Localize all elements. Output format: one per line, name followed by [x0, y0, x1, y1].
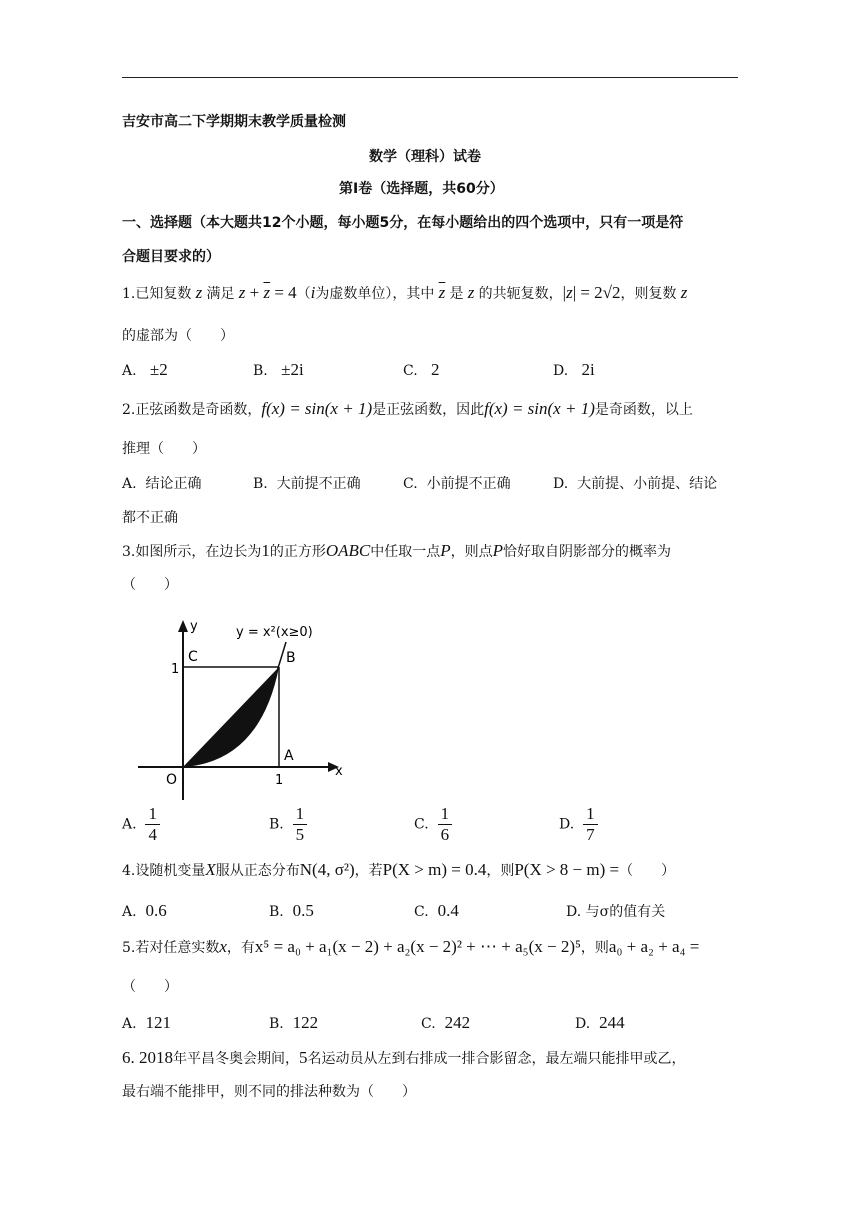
- q3-option-c[interactable]: C. $\frac{1}{6}$: [414, 804, 452, 845]
- point-o-label: O: [166, 772, 178, 788]
- q1-prefix: 1.已知复数: [122, 286, 192, 302]
- section-title: 第Ⅰ卷（选择题，共60分）: [339, 181, 504, 197]
- curve-label: y = x²(x≥0): [236, 625, 313, 640]
- top-rule: [122, 77, 738, 78]
- q1-note: （: [296, 286, 311, 302]
- question-4-line1: 4.设随机变量X服从正态分布N(4, σ²)，若P(X > m) = 0.4，则P(X > 8 − m) =（ ）: [122, 860, 676, 879]
- q2-option-b[interactable]: B. 大前提不正确: [253, 476, 361, 492]
- q3-figure: [128, 612, 358, 802]
- shaded-region: [183, 667, 279, 767]
- point-b-label: B: [286, 650, 296, 666]
- q4-option-a[interactable]: A. 0.6: [122, 901, 167, 920]
- question-2-line1: 2.正弦函数是奇函数，f(x) = sin(x + 1)是正弦函数，因此f(x) = sin(x + 1)是奇函数，以上: [122, 399, 693, 418]
- question-2-line2: 推理（ ）: [122, 441, 206, 457]
- x-one-label: 1: [275, 773, 284, 788]
- q2-f2: f(x) = sin(x + 1): [484, 399, 595, 418]
- question-5-line2: （ ）: [122, 979, 178, 995]
- q1-option-a[interactable]: A. ±2: [122, 360, 168, 379]
- part-heading-line2: 合题目要求的）: [122, 249, 220, 265]
- q1-note2: 为虚数单位），其中: [315, 286, 435, 302]
- y-one-label: 1: [171, 662, 180, 677]
- q4-option-c[interactable]: C. 0.4: [414, 901, 459, 920]
- q3-option-b[interactable]: B. $\frac{1}{5}$: [269, 804, 307, 845]
- question-6-line1: 6. 2018年平昌冬奥会期间，5名运动员从左到右排成一排合影留念，最左端只能排甲或乙，: [122, 1048, 686, 1067]
- part-heading-line1: 一、选择题（本大题共12个小题，每小题5分，在每小题给出的四个选项中，只有一项是符: [122, 215, 684, 231]
- q1-option-c[interactable]: C. 2: [403, 360, 440, 379]
- q1-conj-text: 是: [449, 286, 464, 302]
- question-5-line1: 5.若对任意实数x，有x⁵ = a₀ + a₁(x − 2) + a₂(x − 2)² + ⋯ + a₅(x − 2)⁵，则a₀ + a₂ + a₄ =: [122, 937, 700, 956]
- question-1-line2: 的虚部为（ ）: [122, 328, 234, 344]
- q1-option-b[interactable]: B. ±2i: [253, 360, 304, 379]
- q2-option-d-wrap: 都不正确: [122, 510, 178, 526]
- q2-f1: f(x) = sin(x + 1): [261, 399, 373, 418]
- q3-option-a[interactable]: A. $\frac{1}{4}$: [122, 804, 160, 845]
- q4-option-d[interactable]: D. 与σ的值有关: [566, 904, 666, 920]
- school-line: 吉安市高二下学期期末教学质量检测: [122, 114, 346, 130]
- q1-option-d[interactable]: D. 2i: [553, 360, 595, 379]
- q3-option-d[interactable]: D. $\frac{1}{7}$: [559, 804, 598, 845]
- x-axis-label: x: [335, 764, 343, 779]
- question-3-line1: 3.如图所示，在边长为1的正方形OABC中任取一点P，则点P恰好取自阴影部分的概率为: [122, 541, 672, 560]
- exam-title: 数学（理科）试卷: [369, 149, 481, 165]
- q1-cond: 满足: [206, 286, 235, 302]
- question-6-line2: 最右端不能排甲，则不同的排法种数为（ ）: [122, 1084, 416, 1100]
- point-a-label: A: [284, 748, 294, 764]
- q1-conj-text2: 的共轭复数，: [478, 286, 563, 302]
- q1-tail: ，则复数: [620, 286, 677, 302]
- q4-option-b[interactable]: B. 0.5: [269, 901, 314, 920]
- q2-option-d[interactable]: D. 大前提、小前提、结论: [553, 476, 718, 492]
- y-axis-label: y: [190, 619, 198, 634]
- q2-option-c[interactable]: C. 小前提不正确: [403, 476, 511, 492]
- q5-option-a[interactable]: A. 121: [122, 1013, 171, 1032]
- q2-option-a[interactable]: A. 结论正确: [122, 476, 202, 492]
- y-axis-arrow: [178, 620, 188, 632]
- q5-option-d[interactable]: D. 244: [575, 1013, 625, 1032]
- question-3-line2: （ ）: [122, 577, 178, 593]
- point-c-label: C: [188, 649, 198, 665]
- q5-option-b[interactable]: B. 122: [269, 1013, 319, 1032]
- q5-option-c[interactable]: C. 242: [421, 1013, 471, 1032]
- question-1-line1: 1.已知复数 z 满足 $z + \overline{z} = 4(i$为虚数单位），其中 $\overline{z}$ 是 z 的共轭复数，|z| = 2√2，则复数 z: [122, 283, 688, 302]
